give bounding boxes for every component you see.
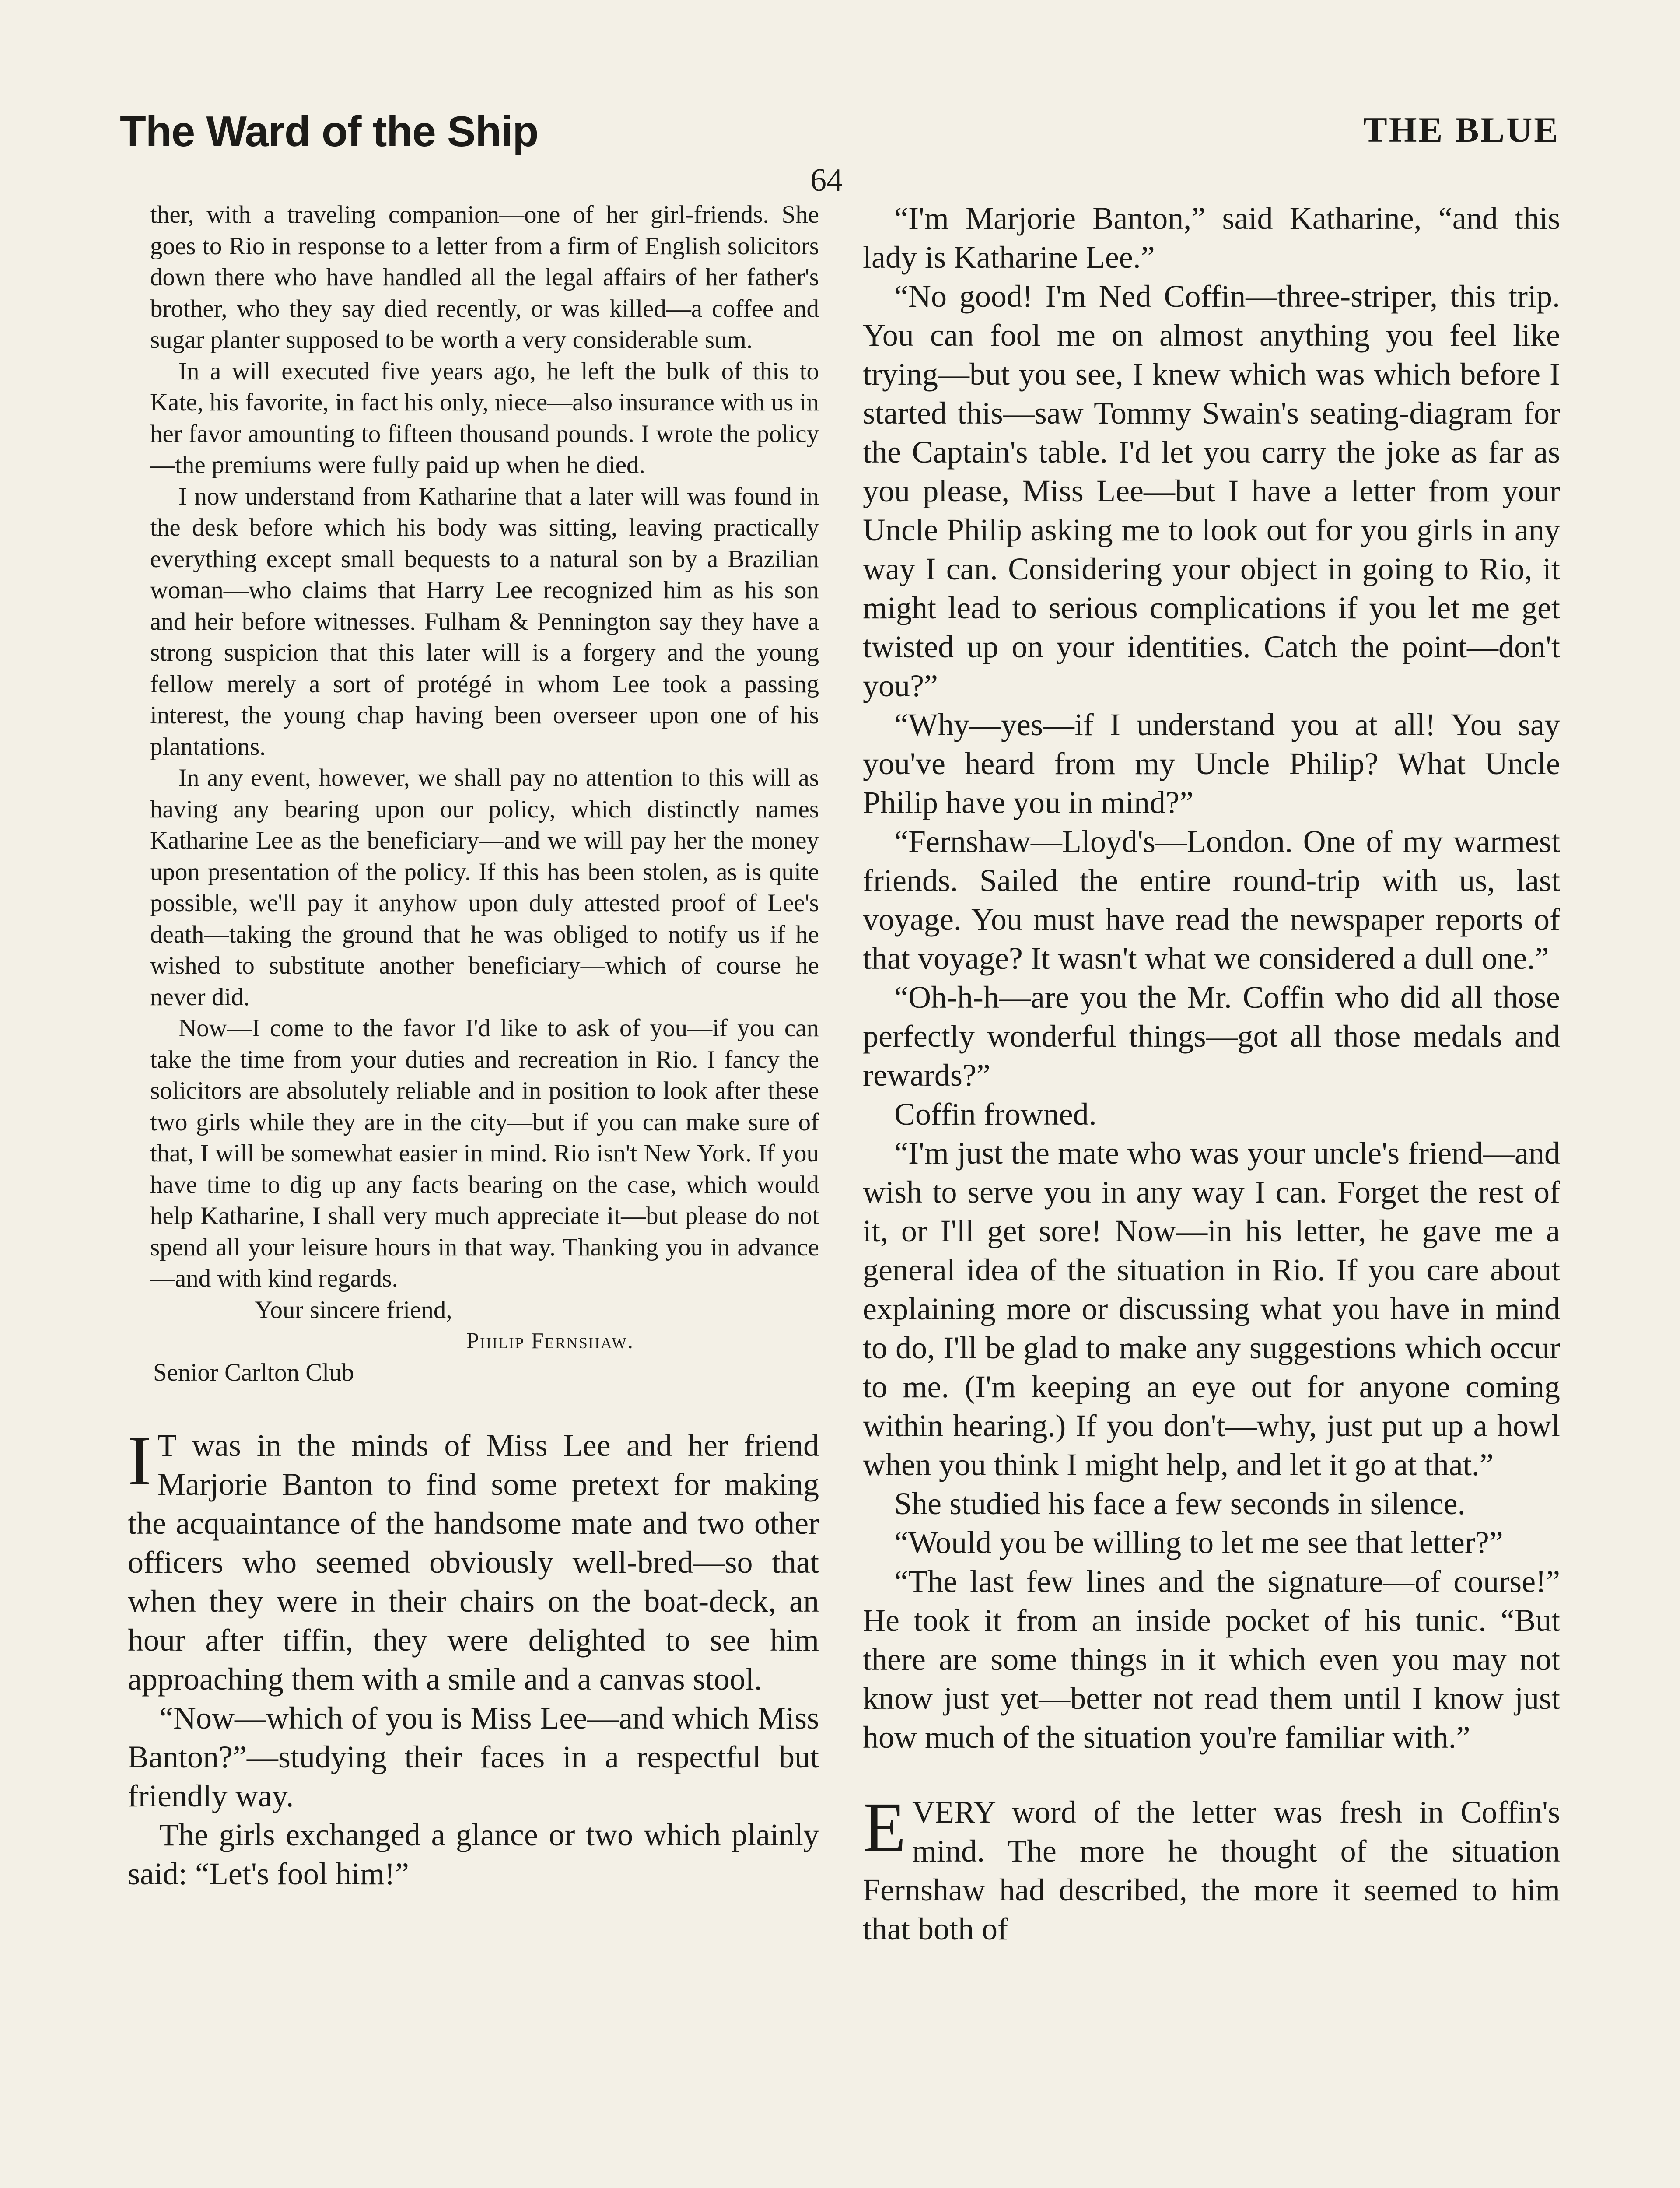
letter-club: Senior Carlton Club: [153, 1358, 354, 1386]
drop-cap: E: [863, 1788, 906, 1867]
letter-paragraph: ther, with a traveling companion—one of her girl-friends. She goes to Rio in response to a letter from a firm of English solicitors down there who have handled all the legal affairs of her father's brother, who they say died recently, or was killed—a coffee and sugar planter supposed to be worth a very considerable sum.: [150, 201, 819, 354]
story-paragraph: Coffin frowned.: [894, 1097, 1097, 1132]
story-paragraph: “The last few lines and the signature—of course!” He took it from an inside pocket of his tunic. “But there are some things in it which even you may not know just yet—better not read them until I know just how much of the situation you're familiar with.”: [863, 1564, 1560, 1755]
story-paragraph: The girls exchanged a glance or two which plainly said: “Let's fool him!”: [128, 1817, 819, 1891]
letter-paragraph: I now understand from Katharine that a later will was found in the desk before which his body was sitting, leaving practically everything except small bequests to a natural son by a Brazilian woman—who claims that Harry Lee recognized him as his son and heir before witnesses. Fulham & Pennington say they have a strong suspicion that this later will is a forgery and the young fellow merely a sort of protégé in whom Lee took a passing interest, the young chap having been overseer upon one of his plantations.: [150, 482, 819, 761]
story-paragraph: EVERY word of the letter was fresh in Coffin's mind. The more he thought of the situation Fernshaw had described, the more it seemed to him that both of: [863, 1788, 1560, 1946]
story-paragraph: “No good! I'm Ned Coffin—three-striper, this trip. You can fool me on almost anything you feel like trying—but you see, I knew which was which before I started this—saw Tommy Swain's seating-diagram for the Captain's table. I'd let you carry the joke as far as you please, Miss Lee—but I have a letter from your Uncle Philip asking me to look out for you girls in any way I can. Considering your object in going to Rio, it might lead to serious complications if you let me get twisted up on your identities. Catch the point—don't you?”: [863, 279, 1560, 703]
story-paragraph: “Now—which of you is Miss Lee—and which Miss Banton?”—studying their faces in a respectful but friendly way.: [128, 1701, 819, 1813]
story-paragraph: She studied his face a few seconds in silence.: [894, 1486, 1466, 1521]
story-paragraph: “Would you be willing to let me see that letter?”: [894, 1525, 1503, 1560]
story-paragraph: “Why—yes—if I understand you at all! You say you've heard from my Uncle Philip? What Uncle Philip have you in mind?”: [863, 707, 1560, 820]
right-story-text: [863, 199, 1560, 1949]
right-column: [863, 199, 1560, 1949]
letter-paragraph: Now—I come to the favor I'd like to ask of you—if you can take the time from your duties and recreation in Rio. I fancy the solicitors are absolutely reliable and in position to look after these two girls while they are in the city—but if you can make sure of that, I will be somewhat easier in mind. Rio isn't New York. If you have time to dig up any facts bearing on the case, which would help Katharine, I shall very much appreciate it—but please do not spend all your leisure hours in that way. Thanking you in advance—and with kind regards.: [150, 1014, 819, 1292]
running-header-story-title: The Ward of the Ship: [120, 107, 539, 155]
story-paragraph: “I'm just the mate who was your uncle's friend—and wish to serve you in any way I can. Forget the rest of it, or I'll get sore! Now—in his letter, he gave me a general idea of the situation in Rio. If you care about explaining more or discussing what you have in mind to do, I'll be glad to make any suggestions which occur to me. (I'm keeping an eye out for anyone coming within hearing.) If you don't—why, just put up a howl when you think I might help, and let it go at that.”: [863, 1136, 1560, 1482]
letter-paragraph: In a will executed five years ago, he left the bulk of this to Kate, his favorite, in fact his only, niece—also insurance with us in her favor amounting to fifteen thousand pounds. I wrote the policy—the premiums were fully paid up when he died.: [150, 357, 819, 479]
letter-signature: Philip Fernshaw.: [466, 1329, 634, 1353]
story-paragraph: I T was in the minds of Miss Lee and her friend Marjorie Banton to find some pretext for making the acquaintance of the handsome mate and two other officers who seemed obviously well-bred—so that when they were in their chairs on the boat-deck, an hour after tiffin, they were delighted to see him approaching them with a smile and a canvas stool.: [128, 1422, 819, 1697]
letter-text: [150, 199, 819, 1294]
story-paragraph: “I'm Marjorie Banton,” said Katharine, “and this lady is Katharine Lee.”: [863, 201, 1560, 275]
page-number: 64: [810, 162, 843, 198]
running-header-magazine-title: THE BLUE: [1363, 110, 1560, 150]
drop-cap: I: [128, 1422, 151, 1500]
letter-closing: Your sincere friend,: [255, 1296, 452, 1324]
section-break: [863, 1757, 1560, 1793]
story-paragraph: “Oh-h-h—are you the Mr. Coffin who did all those perfectly wonderful things—got all those medals and rewards?”: [863, 980, 1560, 1093]
story-paragraph: “Fernshaw—Lloyd's—London. One of my warmest friends. Sailed the entire round-trip with us, last voyage. You must have read the newspaper reports of that voyage? It wasn't what we considered a dull one.”: [863, 824, 1560, 976]
letter-paragraph: In any event, however, we shall pay no attention to this will as having any bearing upon our policy, which distinctly names Katharine Lee as the beneficiary—and we will pay her the money upon presentation of the policy. If this has been stolen, as is quite possible, we'll pay it anyhow upon duly attested proof of Lee's death—taking the ground that he was obliged to notify us if he wished to substitute another beneficiary—which of course he never did.: [150, 764, 819, 1011]
left-column: [128, 199, 819, 1893]
left-story-text: [128, 1422, 819, 1893]
